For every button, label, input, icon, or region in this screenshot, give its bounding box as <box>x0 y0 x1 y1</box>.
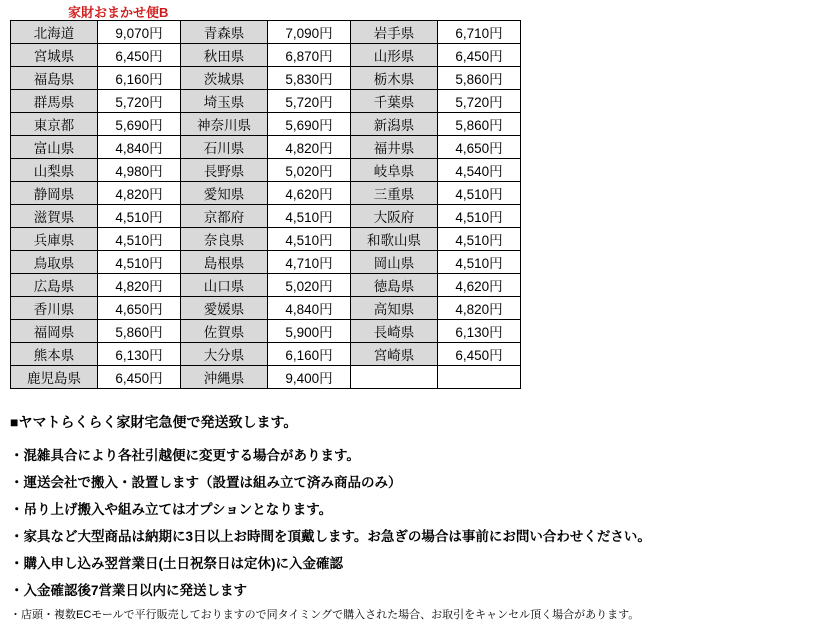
prefecture-cell: 宮崎県 <box>351 343 438 366</box>
page-title: 家財おまかせ便B <box>68 5 169 20</box>
prefecture-cell: 新潟県 <box>351 113 438 136</box>
prefecture-cell: 徳島県 <box>351 274 438 297</box>
notes-section <box>10 412 810 622</box>
prefecture-cell: 三重県 <box>351 182 438 205</box>
price-cell: 5,860円 <box>98 320 181 343</box>
price-cell: 6,450円 <box>438 44 521 67</box>
price-cell: 6,450円 <box>98 44 181 67</box>
empty-cell <box>351 366 438 389</box>
prefecture-cell: 岐阜県 <box>351 159 438 182</box>
note-disclaimer: ・店頭・複数ECモールで平行販売しておりますので同タイミングで購入された場合、お取引をキャンセル頂く場合があります。 <box>10 609 640 621</box>
notes-heading: ■ヤマトらくらく家財宅急便で発送致します。 <box>10 414 298 430</box>
table-row <box>11 44 521 67</box>
price-cell: 9,070円 <box>98 21 181 44</box>
price-cell: 4,620円 <box>438 274 521 297</box>
note-line: ・吊り上げ搬入や組み立ては才プションとなります。 <box>10 502 333 517</box>
table-row <box>11 136 521 159</box>
price-cell: 4,710円 <box>268 251 351 274</box>
note-line: ・運送会社で搬入・設置します（設置は組み立て済み商品のみ） <box>10 475 402 490</box>
prefecture-cell: 宮城県 <box>11 44 98 67</box>
note-line: ・混雑具合により各社引越便に変更する場合があります。 <box>10 448 360 463</box>
price-cell: 4,820円 <box>98 182 181 205</box>
prefecture-cell: 茨城県 <box>181 67 268 90</box>
prefecture-cell: 愛媛県 <box>181 297 268 320</box>
prefecture-cell: 鳥取県 <box>11 251 98 274</box>
table-row <box>11 113 521 136</box>
prefecture-cell: 石川県 <box>181 136 268 159</box>
table-row <box>11 274 521 297</box>
prefecture-cell: 大分県 <box>181 343 268 366</box>
table-row <box>11 67 521 90</box>
table-row <box>11 159 521 182</box>
price-cell: 4,840円 <box>268 297 351 320</box>
note-line: ・家具など大型商品は納期に3日以上お時間を頂戴します。お急ぎの場合は事前にお問い合わせください。 <box>10 529 651 544</box>
prefecture-cell: 青森県 <box>181 21 268 44</box>
price-cell: 4,620円 <box>268 182 351 205</box>
shipping-fee-table <box>10 20 521 389</box>
price-cell: 4,820円 <box>268 136 351 159</box>
prefecture-cell: 栃木県 <box>351 67 438 90</box>
price-cell: 4,510円 <box>438 228 521 251</box>
table-body <box>11 21 521 389</box>
price-cell: 4,650円 <box>438 136 521 159</box>
prefecture-cell: 長野県 <box>181 159 268 182</box>
prefecture-cell: 群馬県 <box>11 90 98 113</box>
table-row <box>11 297 521 320</box>
price-cell: 5,830円 <box>268 67 351 90</box>
prefecture-cell: 北海道 <box>11 21 98 44</box>
price-cell: 4,510円 <box>438 205 521 228</box>
prefecture-cell: 沖縄県 <box>181 366 268 389</box>
table-row <box>11 366 521 389</box>
table-row <box>11 21 521 44</box>
note-line: ・入金確認後7営業日以内に発送します <box>10 583 248 598</box>
prefecture-cell: 埼玉県 <box>181 90 268 113</box>
prefecture-cell: 熊本県 <box>11 343 98 366</box>
price-cell: 5,720円 <box>98 90 181 113</box>
prefecture-cell: 福岡県 <box>11 320 98 343</box>
price-cell: 5,020円 <box>268 159 351 182</box>
price-cell: 5,860円 <box>438 113 521 136</box>
price-cell: 5,020円 <box>268 274 351 297</box>
table-row <box>11 205 521 228</box>
price-cell: 4,510円 <box>98 228 181 251</box>
price-cell: 5,690円 <box>268 113 351 136</box>
price-cell: 4,980円 <box>98 159 181 182</box>
prefecture-cell: 長崎県 <box>351 320 438 343</box>
note-line: ・購入申し込み翌営業日(土日祝祭日は定休)に入金確認 <box>10 556 343 571</box>
price-cell: 4,510円 <box>98 205 181 228</box>
table-row <box>11 90 521 113</box>
prefecture-cell: 岩手県 <box>351 21 438 44</box>
price-cell: 5,720円 <box>438 90 521 113</box>
price-cell: 7,090円 <box>268 21 351 44</box>
price-cell: 4,820円 <box>98 274 181 297</box>
price-cell: 4,540円 <box>438 159 521 182</box>
empty-cell <box>438 366 521 389</box>
price-cell: 6,710円 <box>438 21 521 44</box>
table-row <box>11 343 521 366</box>
price-cell: 5,900円 <box>268 320 351 343</box>
prefecture-cell: 佐賀県 <box>181 320 268 343</box>
price-cell: 4,510円 <box>438 251 521 274</box>
table-row <box>11 182 521 205</box>
price-cell: 6,450円 <box>438 343 521 366</box>
prefecture-cell: 高知県 <box>351 297 438 320</box>
price-cell: 6,160円 <box>268 343 351 366</box>
price-cell: 6,160円 <box>98 67 181 90</box>
prefecture-cell: 山形県 <box>351 44 438 67</box>
prefecture-cell: 静岡県 <box>11 182 98 205</box>
prefecture-cell: 滋賀県 <box>11 205 98 228</box>
table-row <box>11 228 521 251</box>
prefecture-cell: 東京都 <box>11 113 98 136</box>
prefecture-cell: 兵庫県 <box>11 228 98 251</box>
prefecture-cell: 京都府 <box>181 205 268 228</box>
price-cell: 6,450円 <box>98 366 181 389</box>
price-cell: 4,650円 <box>98 297 181 320</box>
prefecture-cell: 広島県 <box>11 274 98 297</box>
prefecture-cell: 山口県 <box>181 274 268 297</box>
price-cell: 6,870円 <box>268 44 351 67</box>
price-cell: 6,130円 <box>98 343 181 366</box>
prefecture-cell: 秋田県 <box>181 44 268 67</box>
price-cell: 5,860円 <box>438 67 521 90</box>
price-cell: 4,510円 <box>268 205 351 228</box>
prefecture-cell: 島根県 <box>181 251 268 274</box>
prefecture-cell: 香川県 <box>11 297 98 320</box>
prefecture-cell: 鹿児島県 <box>11 366 98 389</box>
prefecture-cell: 福島県 <box>11 67 98 90</box>
prefecture-cell: 千葉県 <box>351 90 438 113</box>
prefecture-cell: 岡山県 <box>351 251 438 274</box>
prefecture-cell: 神奈川県 <box>181 113 268 136</box>
prefecture-cell: 大阪府 <box>351 205 438 228</box>
price-cell: 4,510円 <box>438 182 521 205</box>
price-cell: 9,400円 <box>268 366 351 389</box>
prefecture-cell: 愛知県 <box>181 182 268 205</box>
price-cell: 4,840円 <box>98 136 181 159</box>
price-cell: 6,130円 <box>438 320 521 343</box>
price-cell: 4,510円 <box>268 228 351 251</box>
price-cell: 5,720円 <box>268 90 351 113</box>
prefecture-cell: 福井県 <box>351 136 438 159</box>
prefecture-cell: 富山県 <box>11 136 98 159</box>
prefecture-cell: 奈良県 <box>181 228 268 251</box>
table-row <box>11 320 521 343</box>
prefecture-cell: 山梨県 <box>11 159 98 182</box>
prefecture-cell: 和歌山県 <box>351 228 438 251</box>
price-cell: 4,510円 <box>98 251 181 274</box>
table-row <box>11 251 521 274</box>
price-cell: 4,820円 <box>438 297 521 320</box>
price-cell: 5,690円 <box>98 113 181 136</box>
